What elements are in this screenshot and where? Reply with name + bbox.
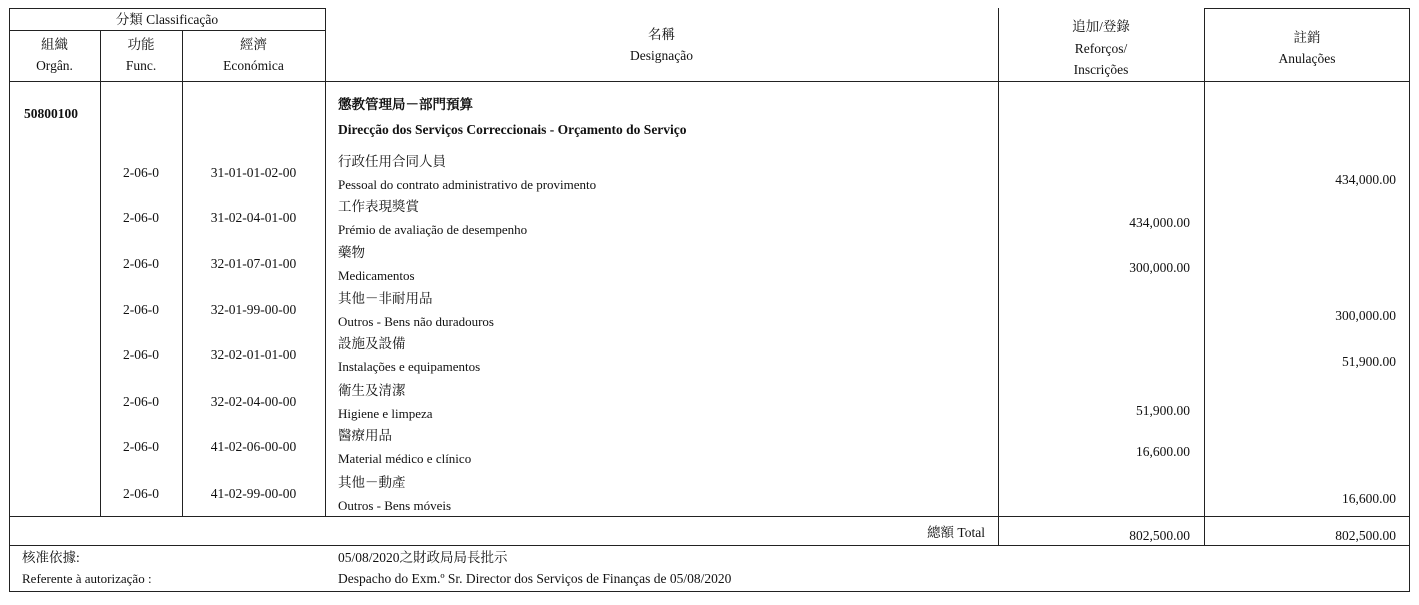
- item-name-pt: Outros - Bens não duradouros: [338, 314, 494, 329]
- func-code: 2-06-0: [123, 210, 159, 225]
- name-header-zh: 名稱: [648, 27, 675, 42]
- item-name-pt: Pessoal do contrato administrativo de provimento: [338, 177, 597, 192]
- col-line-add: [1204, 8, 1205, 546]
- func-code: 2-06-0: [123, 439, 159, 454]
- func-code: 2-06-0: [123, 394, 159, 409]
- item-name-zh: 醫療用品: [338, 428, 392, 443]
- econ-header-zh: 經濟: [240, 37, 267, 52]
- organ-header-pt: Orgân.: [36, 58, 73, 73]
- add-amount: 434,000.00: [1129, 215, 1190, 230]
- col-line-econ: [325, 8, 326, 516]
- item-name-pt: Medicamentos: [338, 268, 415, 283]
- econ-code: 32-01-99-00-00: [210, 302, 297, 317]
- func-code: 2-06-0: [123, 347, 159, 362]
- func-code: 2-06-0: [123, 486, 159, 501]
- func-header-pt: Func.: [125, 58, 157, 73]
- frame-top-right: [1204, 8, 1410, 9]
- item-name-pt: Higiene e limpeza: [338, 406, 433, 421]
- basis-label-pt: Referente à autorização :: [22, 571, 152, 586]
- approval-zh: 05/08/2020之財政局局長批示: [338, 550, 508, 565]
- frame-top-left: [9, 8, 325, 9]
- approval-pt: Despacho do Exm.º Sr. Director dos Serviços de Finanças de 05/08/2020: [338, 571, 732, 586]
- cancel-amount: 434,000.00: [1335, 172, 1396, 187]
- total-cancel: 802,500.00: [1335, 528, 1396, 543]
- header-bottom: [9, 81, 1410, 82]
- cancel-amount: 51,900.00: [1342, 354, 1396, 369]
- cancel-amount: 300,000.00: [1335, 308, 1396, 323]
- func-code: 2-06-0: [123, 165, 159, 180]
- frame-left: [9, 8, 10, 592]
- cancel-header-pt: Anulações: [1278, 51, 1336, 66]
- econ-code: 31-01-01-02-00: [210, 165, 297, 180]
- func-code: 2-06-0: [123, 256, 159, 271]
- name-header-pt: Designação: [630, 48, 693, 63]
- econ-code: 32-02-04-00-00: [210, 394, 297, 409]
- add-amount: 51,900.00: [1136, 403, 1190, 418]
- organ-code: 50800100: [24, 106, 78, 121]
- organ-name-pt: Direcção dos Serviços Correccionais - Orçamento do Serviço: [338, 122, 687, 137]
- econ-header-pt: Económica: [223, 58, 284, 73]
- item-name-zh: 設施及設備: [338, 336, 406, 351]
- classification-underline: [9, 30, 325, 31]
- add-header-pt1: Reforços/: [1074, 41, 1128, 56]
- cancel-amount: 16,600.00: [1342, 491, 1396, 506]
- add-amount: 300,000.00: [1129, 260, 1190, 275]
- item-name-zh: 衛生及清潔: [338, 383, 406, 398]
- item-name-zh: 藥物: [338, 245, 365, 260]
- item-name-zh: 行政任用合同人員: [338, 154, 446, 169]
- total-add: 802,500.00: [1129, 528, 1190, 543]
- basis-label-zh: 核准依據:: [22, 550, 80, 565]
- total-bottom: [9, 545, 1410, 546]
- econ-code: 31-02-04-01-00: [210, 210, 297, 225]
- econ-code: 32-01-07-01-00: [210, 256, 297, 271]
- add-amount: 16,600.00: [1136, 444, 1190, 459]
- col-line-name: [998, 8, 999, 546]
- total-label: 總額 Total: [927, 525, 985, 540]
- cancel-header-zh: 註銷: [1293, 30, 1321, 45]
- func-code: 2-06-0: [123, 302, 159, 317]
- item-name-pt: Instalações e equipamentos: [338, 359, 481, 374]
- item-name-zh: 工作表現獎賞: [338, 199, 419, 214]
- organ-header-zh: 組織: [41, 37, 68, 52]
- frame-bottom: [9, 591, 1410, 592]
- item-name-zh: 其他－非耐用品: [338, 291, 433, 306]
- add-header-zh: 追加/登錄: [1072, 19, 1130, 34]
- econ-code: 41-02-99-00-00: [210, 486, 297, 501]
- organ-name-zh: 懲教管理局－部門預算: [338, 97, 473, 112]
- body-bottom: [9, 516, 1410, 517]
- func-header-zh: 功能: [127, 37, 155, 52]
- item-name-pt: Prémio de avaliação de desempenho: [338, 222, 528, 237]
- item-name-pt: Outros - Bens móveis: [338, 498, 452, 513]
- item-name-zh: 其他－動產: [338, 475, 406, 490]
- classification-header: 分類 Classificação: [115, 12, 219, 27]
- econ-code: 32-02-01-01-00: [210, 347, 297, 362]
- econ-code: 41-02-06-00-00: [210, 439, 297, 454]
- item-name-pt: Material médico e clínico: [338, 451, 472, 466]
- frame-right: [1409, 8, 1410, 592]
- add-header-pt2: Inscrições: [1073, 62, 1129, 77]
